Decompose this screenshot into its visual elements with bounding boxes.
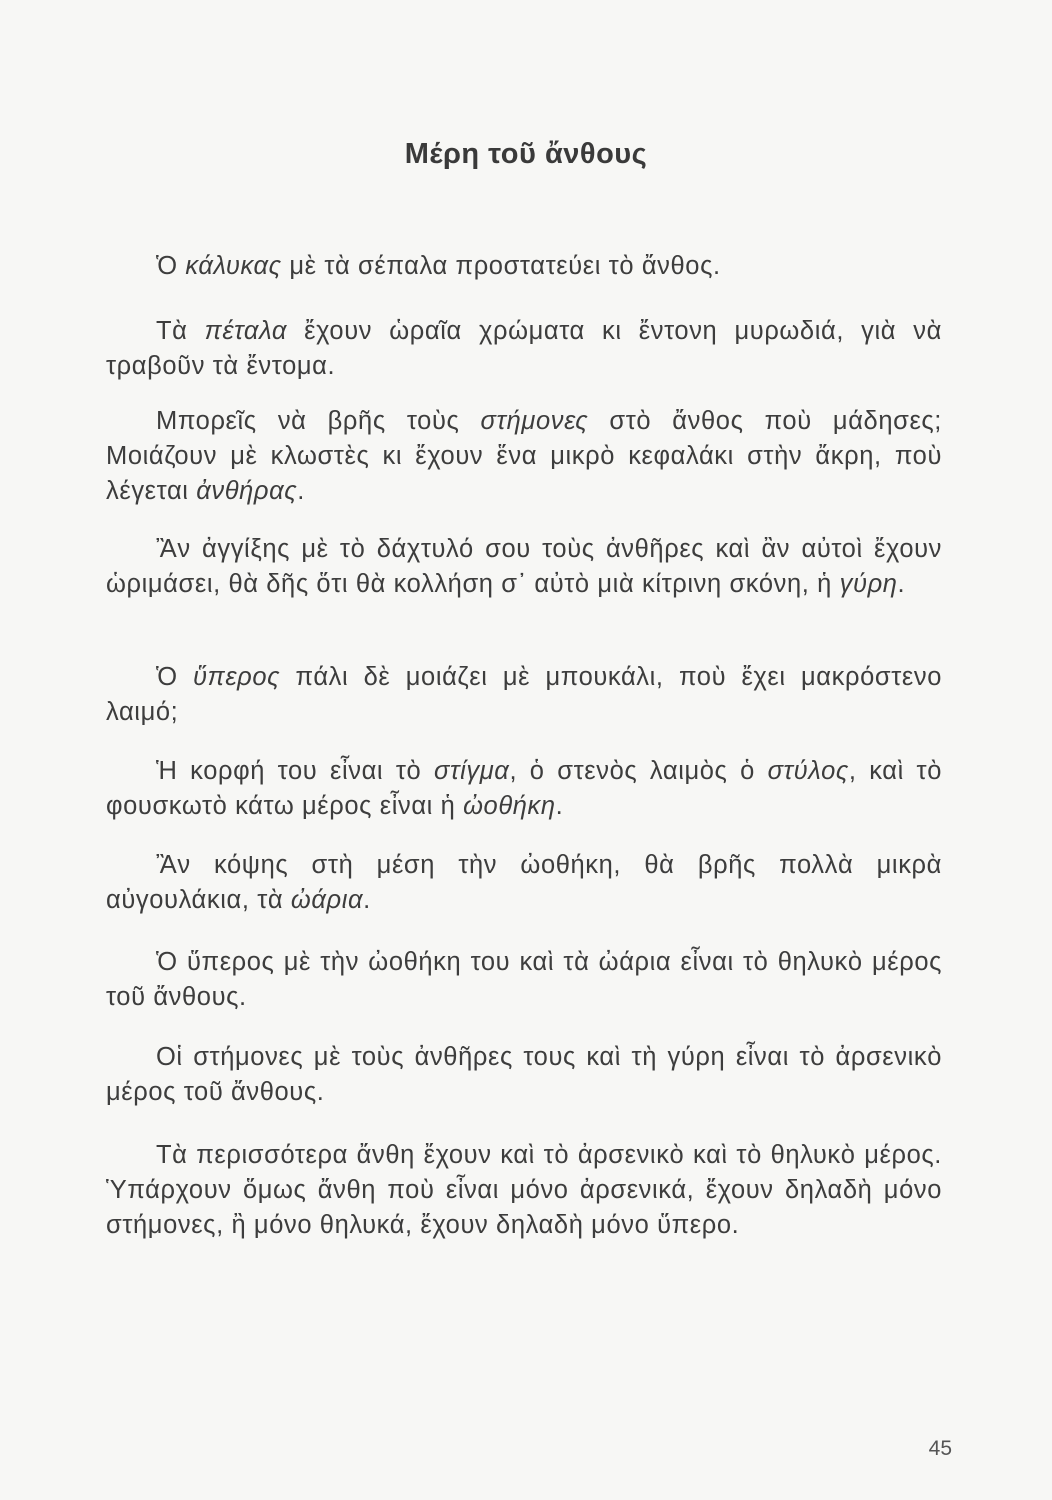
term-stigma: στίγμα — [433, 757, 510, 785]
text-run: Ὁ — [156, 252, 186, 280]
term-oaria: ὠάρια — [290, 886, 364, 914]
paragraph-stigma — [106, 754, 942, 824]
text-run: , καὶ τὸ φουσκωτὸ κάτω μέρος εἶναι ἡ — [106, 757, 942, 820]
text-run: . — [897, 570, 906, 598]
text-run: Ἡ κορφή του εἶναι τὸ — [156, 757, 434, 785]
paragraph-petals — [106, 314, 942, 384]
term-stylos: στύλος — [767, 757, 849, 785]
paragraph-calyx — [106, 249, 942, 284]
text-run: Ἂν ἀγγίξης μὲ τὸ δάχτυλό σου τοὺς ἀνθῆρες καὶ ἂν αὐτοὶ ἔχουν ὡριμάσει, θὰ δῆς ὅτι θὰ κολλήση σ᾿ αὐτὸ μιὰ κίτρινη σκόνη, ἡ — [106, 535, 942, 598]
text-run: μὲ τὰ σέπαλα προστατεύει τὸ ἄνθος. — [281, 252, 721, 280]
text-run: , ὁ στενὸς λαιμὸς ὁ — [509, 757, 768, 785]
term-kalykas: κάλυκας — [185, 252, 282, 280]
paragraph-stamens — [106, 404, 942, 509]
paragraph-pistil — [106, 660, 942, 730]
text-run: Ὁ ὕπερος μὲ τὴν ὠοθήκη του καὶ τὰ ὠάρια εἶναι τὸ θηλυκὸ μέρος τοῦ ἄνθους. — [106, 948, 942, 1011]
paragraph-male-part — [106, 1040, 942, 1110]
text-run: στὸ ἄνθος ποὺ μάδησες; Μοιάζουν μὲ κλωστὲς κι ἔχουν ἕνα μικρὸ κεφαλάκι στὴν ἄκρη, ποὺ λέγεται — [106, 407, 942, 505]
term-petala: πέταλα — [204, 317, 288, 345]
text-run: Τὰ περισσότερα ἄνθη ἔχουν καὶ τὸ ἀρσενικὸ καὶ τὸ θηλυκὸ μέρος. Ὑπάρχουν ὅμως ἄνθη ποὺ εἶναι μόνο ἀρσενικά, ἔχουν δηλαδὴ μόνο στήμονες, ἢ μόνο θηλυκά, ἔχουν δηλαδὴ μόνο ὕπερο. — [106, 1141, 942, 1239]
text-run: Ὁ — [156, 663, 194, 691]
text-run: πάλι δὲ μοιάζει μὲ μπουκάλι, ποὺ ἔχει μακρόστενο λαιμό; — [106, 663, 942, 726]
term-anthiras: ἀνθήρας — [196, 477, 298, 505]
text-run: Οἱ στήμονες μὲ τοὺς ἀνθῆρες τους καὶ τὴ γύρη εἶναι τὸ ἀρσενικὸ μέρος τοῦ ἄνθους. — [106, 1043, 942, 1106]
page-title: Μέρη τοῦ ἄνθους — [404, 138, 648, 170]
text-run: Τὰ — [156, 317, 205, 345]
text-run: . — [363, 886, 371, 914]
paragraph-ovary — [106, 848, 942, 918]
text-run: Ἂν κόψης στὴ μέση τὴν ὠοθήκη, θὰ βρῆς πολλὰ μικρὰ αὐγουλάκια, τὰ — [106, 851, 942, 914]
term-stimones: στήμονες — [480, 407, 589, 435]
paragraph-flower-types — [106, 1138, 942, 1243]
paragraph-female-part — [106, 945, 942, 1015]
text-run: . — [555, 792, 564, 820]
page-number: 45 — [928, 1437, 952, 1460]
text-run: ἔχουν ὡραῖα χρώματα κι ἔντονη μυρωδιά, γιὰ νὰ τραβοῦν τὰ ἔντομα. — [106, 317, 942, 380]
text-run: Μπορεῖς νὰ βρῆς τοὺς — [156, 407, 481, 435]
paragraph-pollen — [106, 532, 942, 602]
term-oothiki: ὠοθήκη — [463, 792, 556, 820]
text-run: . — [297, 477, 305, 505]
term-gyri: γύρη — [839, 570, 898, 598]
term-yperos: ὕπερος — [193, 663, 281, 691]
